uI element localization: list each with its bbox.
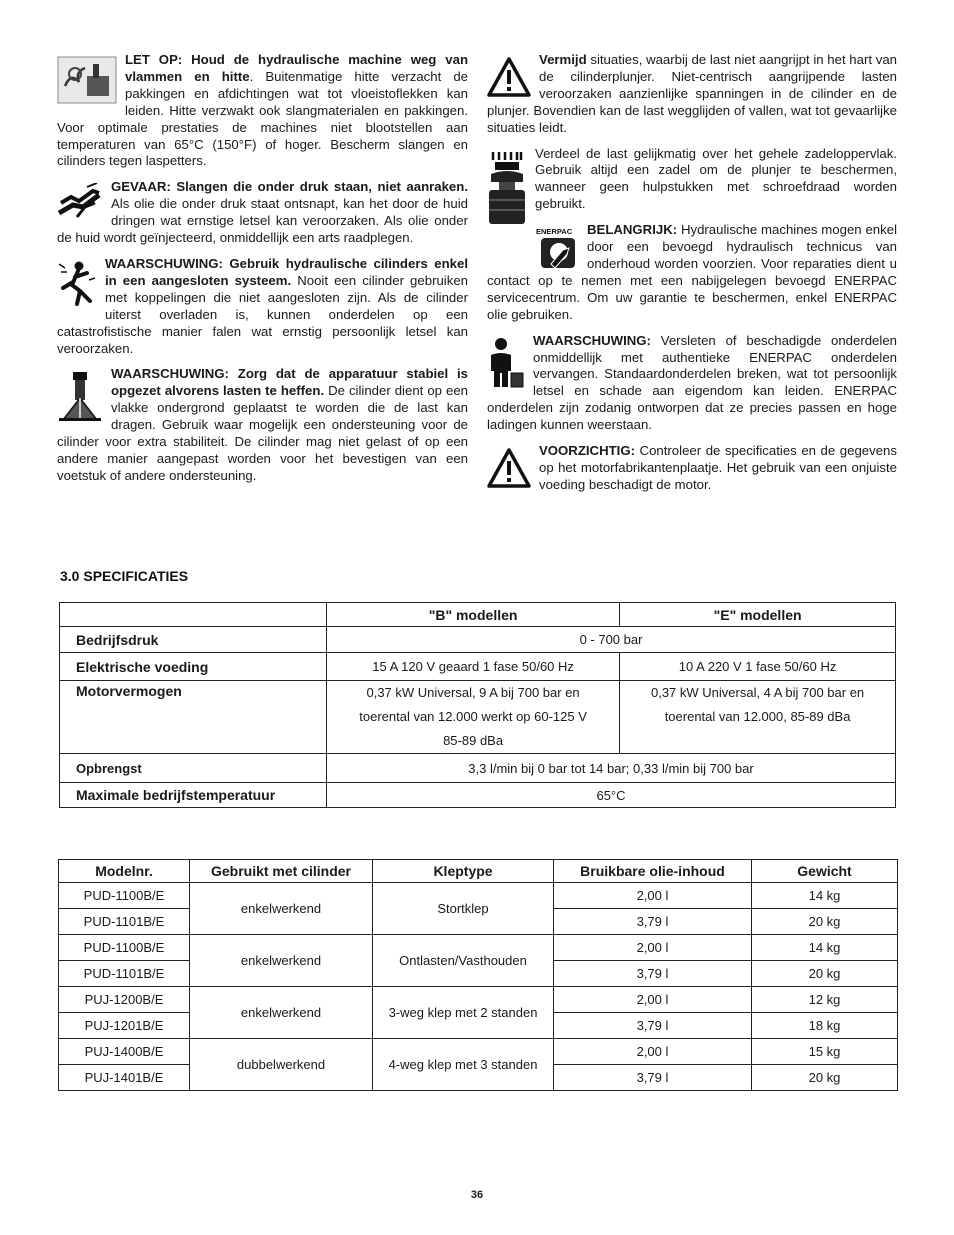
system-warning	[57, 256, 468, 357]
cylinder-stand-icon	[57, 370, 103, 422]
enerpac-logo-text: ENERPAC	[536, 227, 573, 237]
row-label: Motorvermogen	[60, 681, 327, 754]
table-header-row	[60, 603, 896, 627]
block-title: WAARSCHUWING: Zorg dat de apparatuur stabiel is opgezet alvorens lasten te heffen.	[111, 366, 468, 399]
motor-line: 0,37 kW Universal, 9 A bij 700 bar en	[366, 685, 580, 700]
row-label: Bedrijfsdruk	[60, 627, 327, 653]
olie-cell: 2,00 l	[554, 987, 752, 1013]
cilinder-cell: enkelwerkend	[190, 987, 373, 1039]
left-column	[57, 52, 468, 494]
model-cell: PUD-1101B/E	[59, 961, 190, 987]
section-heading: 3.0 SPECIFICATIES	[60, 568, 189, 584]
olie-cell: 2,00 l	[554, 935, 752, 961]
motor-line: 85-89 dBa	[443, 733, 504, 748]
table-row	[59, 935, 898, 961]
block-text: Nooit een cilinder gebruiken met koppelingen die niet aangesloten zijn. Als de cilinder uiterst overladen is, kunnen onderdelen op een catastrofistische manier falen wat ernstig persoonlijk letsel kan veroorzaken.	[57, 272, 468, 356]
offcenter-warning	[487, 52, 897, 137]
block-text: Als olie die onder druk staat ontsnapt, kan het door de huid dringen wat ernstige letsel kan veroorzaken. Als olie onder de huid wordt geïnjecteerd, onmiddellijk een arts raadplegen.	[57, 196, 468, 246]
row-label: Opbrengst	[60, 754, 327, 783]
cell-value	[620, 681, 896, 754]
motor-line: 0,37 kW Universal, 4 A bij 700 bar en	[650, 685, 865, 700]
table-header-row	[59, 860, 898, 883]
block-text: De cilinder dient op een vlakke ondergrond geplaatst te worden die de last kan dragen. Gebruik waar mogelijk een ondersteuning voor de cilinder voor extra stabiliteit. De cilinder mag niet gelast of op een andere manier aangepast worden voor het bevestigen van een voetstuk of andere ondersteuning.	[57, 383, 468, 483]
klep-cell: Ontlasten/Vasthouden	[373, 935, 554, 987]
block-title: WAARSCHUWING: Gebruik hydraulische cilinders enkel in een aangesloten systeem.	[105, 255, 468, 288]
warning-triangle-icon	[487, 56, 531, 98]
block-text: Versleten of beschadigde onderdelen onmiddellijk met authentieke ENERPAC onderdelen vervangen. Standaardonderdelen breken, wat tot persoonlijk letsel en schade aan eigendom kan leiden. ENERPAC onderdelen zijn zodanig ontworpen dat ze precies passen en hoge ladingen kunnen weerstaan.	[487, 332, 897, 433]
header-cell: Bruikbare olie-inhoud	[554, 860, 752, 883]
cylinder-saddle-icon	[487, 150, 527, 226]
row-label: Maximale bedrijfstemperatuur	[60, 783, 327, 808]
model-cell: PUJ-1200B/E	[59, 987, 190, 1013]
model-cell: PUJ-1201B/E	[59, 1013, 190, 1039]
table-row	[60, 627, 896, 653]
parts-warning	[487, 333, 897, 434]
header-cell: "E" modellen	[620, 603, 896, 627]
olie-cell: 3,79 l	[554, 909, 752, 935]
block-title: GEVAAR: Slangen die onder druk staan, niet aanraken.	[111, 179, 468, 195]
klep-cell: 4-weg klep met 3 standen	[373, 1039, 554, 1091]
gewicht-cell: 18 kg	[752, 1013, 898, 1039]
cell-value: 65°C	[327, 783, 896, 808]
cilinder-cell: dubbelwerkend	[190, 1039, 373, 1091]
person-falling-icon	[57, 260, 97, 306]
right-column	[487, 52, 897, 503]
olie-cell: 3,79 l	[554, 1065, 752, 1091]
enerpac-wrench-icon	[535, 226, 579, 270]
table-row	[60, 754, 896, 783]
block-title: BELANGRIJK:	[587, 222, 678, 238]
caution-note	[487, 443, 897, 494]
cell-value: 3,3 l/min bij 0 bar tot 14 bar; 0,33 l/min bij 700 bar	[327, 754, 896, 783]
table-row	[59, 987, 898, 1013]
model-cell: PUD-1101B/E	[59, 909, 190, 935]
table-row	[59, 883, 898, 909]
block-title: VOORZICHTIG:	[539, 443, 635, 459]
table-row	[59, 1039, 898, 1065]
header-cell: Modelnr.	[59, 860, 190, 883]
warning-triangle-icon	[487, 447, 531, 489]
cell-value	[327, 681, 620, 754]
cell-value: 10 A 220 V 1 fase 50/60 Hz	[620, 653, 896, 681]
block-title: LET OP: Houd de hydraulische machine weg van vlammen en hitte	[125, 52, 468, 84]
block-text: Verdeel de last gelijkmatig over het gehele zadeloppervlak. Gebruik altijd een zadel om de plunjer te beschermen, wanneer geen hulpstukken met schroefdraad worden gebruikt.	[535, 145, 897, 212]
olie-cell: 3,79 l	[554, 1013, 752, 1039]
klep-cell: Stortklep	[373, 883, 554, 935]
heat-flame-icon	[57, 56, 117, 104]
models-table	[58, 859, 898, 1091]
row-label: Elektrische voeding	[60, 653, 327, 681]
header-cell: Gewicht	[752, 860, 898, 883]
heat-warning	[57, 52, 468, 170]
hose-danger	[57, 179, 468, 247]
motor-line: toerental van 12.000, 85-89 dBa	[664, 709, 851, 724]
stability-warning	[57, 366, 468, 484]
block-text: Controleer de specificaties en de gegevens op het motorfabrikantenplaatje. Het gebruik van een onjuiste voeding beschadigt de motor.	[539, 443, 897, 492]
table-row	[60, 681, 896, 754]
gewicht-cell: 20 kg	[752, 961, 898, 987]
header-cell: "B" modellen	[327, 603, 620, 627]
cell-value: 0 - 700 bar	[327, 627, 896, 653]
cilinder-cell: enkelwerkend	[190, 935, 373, 987]
hose-pressure-hand-icon	[57, 183, 103, 221]
block-title: Vermijd	[539, 52, 587, 67]
block-text: . Buitenmatige hitte verzacht de pakkingen en afdichtingen wat tot vloeistoflekken kan leiden. Hitte verzwakt ook slangmaterialen en pakkingen. Voor optimale prestaties de machines niet blootstellen aan temperaturen van 65°C (150°F) of hoger. Bescherm slangen en cilinders tegen laspetters.	[57, 68, 468, 169]
motor-line: toerental van 12.000 werkt op 60-125 V	[359, 709, 587, 724]
gewicht-cell: 20 kg	[752, 909, 898, 935]
cell-value: 15 A 120 V geaard 1 fase 50/60 Hz	[327, 653, 620, 681]
service-note	[487, 222, 897, 323]
header-cell	[60, 603, 327, 627]
model-cell: PUJ-1400B/E	[59, 1039, 190, 1065]
saddle-note	[487, 146, 897, 214]
cilinder-cell: enkelwerkend	[190, 883, 373, 935]
gewicht-cell: 20 kg	[752, 1065, 898, 1091]
olie-cell: 2,00 l	[554, 1039, 752, 1065]
gewicht-cell: 14 kg	[752, 935, 898, 961]
gewicht-cell: 14 kg	[752, 883, 898, 909]
olie-cell: 3,79 l	[554, 961, 752, 987]
model-cell: PUD-1100B/E	[59, 883, 190, 909]
model-cell: PUJ-1401B/E	[59, 1065, 190, 1091]
technician-icon	[487, 337, 525, 389]
block-text: situaties, waarbij de last niet aangrijpt in het hart van de cilinderplunjer. Niet-centrisch aangrijpende lasten veroorzaken aanzienlijke spanningen in de cilinder en de plunjer. Bovendien kan de last wegglijden of vallen, wat tot gevaarlijke situaties leidt.	[487, 52, 897, 135]
header-cell: Gebruikt met cilinder	[190, 860, 373, 883]
klep-cell: 3-weg klep met 2 standen	[373, 987, 554, 1039]
olie-cell: 2,00 l	[554, 883, 752, 909]
model-cell: PUD-1100B/E	[59, 935, 190, 961]
gewicht-cell: 15 kg	[752, 1039, 898, 1065]
spec-table	[59, 602, 896, 808]
block-text: Hydraulische machines mogen enkel door een bevoegd hydraulisch technicus van onderhoud worden voorzien. Voor reparaties dient u contact op te nemen met een nabijgelegen bevoegd ENERPAC servicecentrum. Om uw garantie te beschermen, enkel ENERPAC olie gebruiken.	[487, 222, 897, 322]
header-cell: Kleptype	[373, 860, 554, 883]
block-title: WAARSCHUWING:	[533, 332, 651, 348]
table-row	[60, 653, 896, 681]
table-row	[60, 783, 896, 808]
gewicht-cell: 12 kg	[752, 987, 898, 1013]
page-number: 36	[470, 1189, 484, 1201]
